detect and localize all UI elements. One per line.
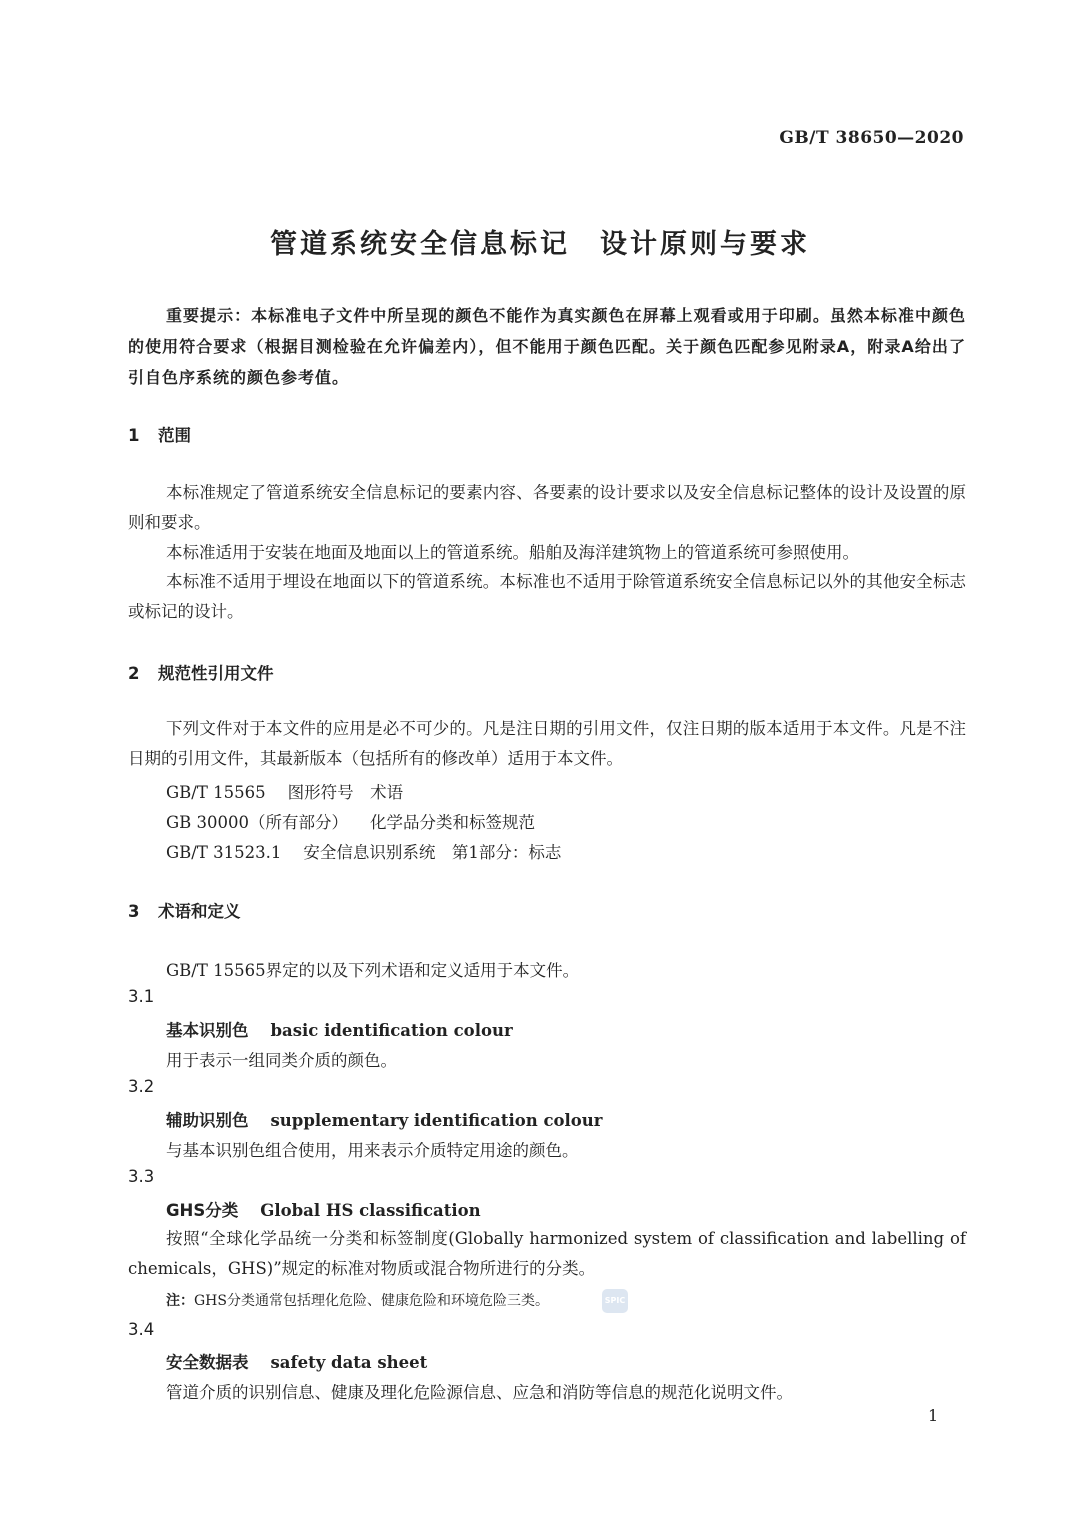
term-number: 3.2: [128, 1077, 155, 1096]
section-3-intro: GB/T 15565界定的以及下列术语和定义适用于本文件。: [166, 961, 580, 980]
term-heading: 辅助识别色 supplementary identification colour: [166, 1111, 603, 1130]
section-1-paragraph-2: 本标准适用于安装在地面及地面以上的管道系统。船舶及海洋建筑物上的管道系统可参照使用。: [166, 543, 859, 562]
term-number: 3.1: [128, 987, 155, 1006]
page-number: 1: [928, 1406, 939, 1425]
reference-item: GB/T 31523.1 安全信息识别系统 第1部分：标志: [166, 843, 562, 862]
section-1-paragraph-3: 本标准不适用于埋设在地面以下的管道系统。本标准也不适用于除管道系统安全信息标记以外的其他安全标志或标记的设计。: [128, 572, 966, 621]
term-definition: 按照“全球化学品统一分类和标签制度(Globally harmonized system of classification and labelling of chemicals，GHS)”规定的标准对物质或混合物所进行的分类。: [128, 1229, 966, 1278]
section-2-intro: 下列文件对于本文件的应用是必不可少的。凡是注日期的引用文件，仅注日期的版本适用于本文件。凡是不注日期的引用文件，其最新版本（包括所有的修改单）适用于本文件。: [128, 719, 966, 768]
term-number: 3.4: [128, 1320, 155, 1339]
important-notice: 重要提示：本标准电子文件中所呈现的颜色不能作为真实颜色在屏幕上观看或用于印刷。虽然本标准中颜色的使用符合要求（根据目测检验在允许偏差内），但不能用于颜色匹配。关于颜色匹配参见附录A，附录A给出了引自色序系统的颜色参考值。: [128, 306, 966, 387]
reference-item: GB 30000（所有部分） 化学品分类和标签规范: [166, 813, 536, 832]
document-title: [0, 222, 1080, 261]
term-definition: 与基本识别色组合使用，用来表示介质特定用途的颜色。: [166, 1141, 579, 1160]
term-definition: 用于表示一组同类介质的颜色。: [166, 1051, 397, 1070]
section-3-heading: 3 术语和定义: [128, 902, 241, 921]
term-heading: 安全数据表 safety data sheet: [166, 1353, 428, 1372]
term-heading: 基本识别色 basic identification colour: [166, 1021, 513, 1040]
section-2-heading: 2 规范性引用文件: [128, 664, 274, 683]
reference-item: GB/T 15565 图形符号 术语: [166, 783, 404, 802]
term-number: 3.3: [128, 1167, 155, 1186]
section-1-paragraph-1: 本标准规定了管道系统安全信息标记的要素内容、各要素的设计要求以及安全信息标记整体的设计及设置的原则和要求。: [128, 483, 966, 532]
term-heading: GHS分类 Global HS classification: [166, 1201, 481, 1220]
section-1-heading: 1 范围: [128, 426, 191, 445]
title-part2: 设计原则与要求: [600, 229, 810, 260]
title-part1: 管道系统安全信息标记: [270, 229, 570, 260]
standard-code: GB/T 38650—2020: [779, 128, 964, 148]
term-definition: 管道介质的识别信息、健康及理化危险源信息、应急和消防等信息的规范化说明文件。: [166, 1383, 793, 1402]
watermark-logo: SPIC: [602, 1289, 628, 1313]
term-note: 注：GHS分类通常包括理化危险、健康危险和环境危险三类。: [166, 1293, 549, 1309]
